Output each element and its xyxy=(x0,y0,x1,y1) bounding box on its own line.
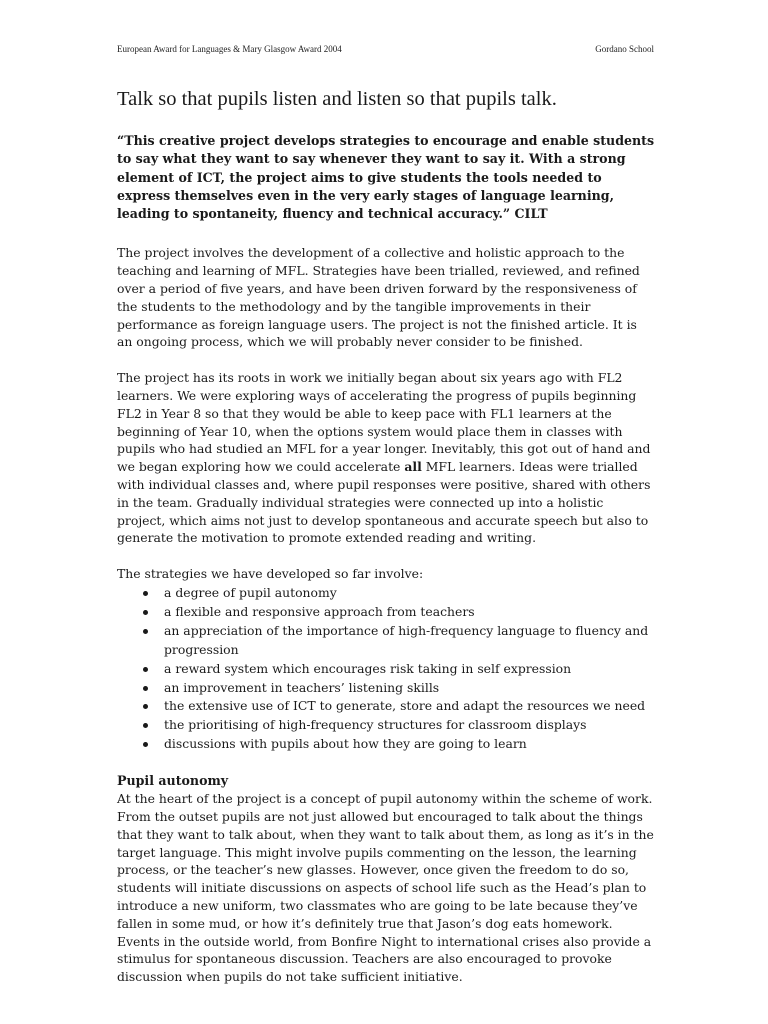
bullet-icon xyxy=(143,742,148,747)
bullet-icon xyxy=(143,704,148,709)
document-title: Talk so that pupils listen and listen so that pupils talk. xyxy=(117,88,557,110)
bullet-icon xyxy=(143,610,148,615)
roots-text-end: MFL learners. Ideas were trialled with individual classes and, where pupil responses were positive, shared with others in the team. Gradually individual strategies were connected up into a holistic project, which aims not just to develop spontaneous and accurate speech but also to generate the motivation to promote extended reading and writing. xyxy=(117,459,651,546)
header-award-title: European Award for Languages & Mary Glasgow Award 2004 xyxy=(117,44,342,54)
list-item: an appreciation of the importance of high-frequency language to fluency and progression xyxy=(117,622,655,660)
section-heading-pupil-autonomy: Pupil autonomy xyxy=(117,773,229,789)
paragraph-pupil-autonomy: At the heart of the project is a concept of pupil autonomy within the scheme of work. From the outset pupils are not just allowed but encouraged to talk about the things that they want to talk about, when they want to talk about them, as long as it’s in the target language. This might involve pupils commenting on the lesson, the learning process, or the teacher’s new glasses. However, once given the freedom to do so, students will initiate discussions on aspects of school life such as the Head’s plan to introduce a new uniform, two classmates who are going to be late because they’ve fallen in some mud, or how it’s definitely true that Jason’s dog eats homework. Events in the outside world, from Bonfire Night to international crises also provide a stimulus for spontaneous discussion. Teachers are also encouraged to provoke discussion when pupils do not take sufficient initiative. xyxy=(117,791,654,985)
list-item: an improvement in teachers’ listening skills xyxy=(117,679,655,698)
cilt-quote: “This creative project develops strategies to encourage and enable students to say what they want to say whenever they want to say it. With a strong element of ICT, the project aims to give students the tools needed to express themselves even in the very early stages of language learning, leading to spontaneity, fluency and technical accuracy.” CILT xyxy=(117,133,655,222)
list-item: the prioritising of high-frequency structures for classroom displays xyxy=(117,716,655,735)
bullet-icon xyxy=(143,629,148,634)
paragraph-strategies-intro: The strategies we have developed so far involve: xyxy=(117,566,424,582)
list-item: discussions with pupils about how they are going to learn xyxy=(117,735,655,754)
list-item: a flexible and responsive approach from teachers xyxy=(117,603,655,622)
bullet-icon xyxy=(143,667,148,672)
paragraph-project-overview: The project involves the development of a collective and holistic approach to the teaching and learning of MFL. Strategies have been trialled, reviewed, and refined over a period of five years, and have been driven forward by the responsiveness of the students to the methodology and by the tangible improvements in their performance as foreign language users. The project is not the finished article. It is an ongoing process, which we will probably never consider to be finished. xyxy=(117,245,640,350)
list-item: the extensive use of ICT to generate, store and adapt the resources we need xyxy=(117,697,655,716)
list-item: a reward system which encourages risk taking in self expression xyxy=(117,660,655,679)
page-header xyxy=(117,44,654,54)
bullet-icon xyxy=(143,723,148,728)
strategies-list xyxy=(117,584,655,754)
header-school-name: Gordano School xyxy=(595,44,654,54)
list-item: a degree of pupil autonomy xyxy=(117,584,655,603)
roots-text-emphasis: all xyxy=(404,459,422,475)
roots-text-start: The project has its roots in work we initially began about six years ago with FL2 learners. We were exploring ways of accelerating the progress of pupils beginning FL2 in Year 8 so that they would be able to keep pace with FL1 learners at the beginning of Year 10, when the options system would place them in classes with pupils who had studied an MFL for a year longer. Inevitably, this got out of hand and we began exploring how we could accelerate xyxy=(117,370,651,475)
bullet-icon xyxy=(143,686,148,691)
paragraph-project-roots xyxy=(117,369,655,547)
bullet-icon xyxy=(143,591,148,596)
document-body xyxy=(117,86,655,1004)
